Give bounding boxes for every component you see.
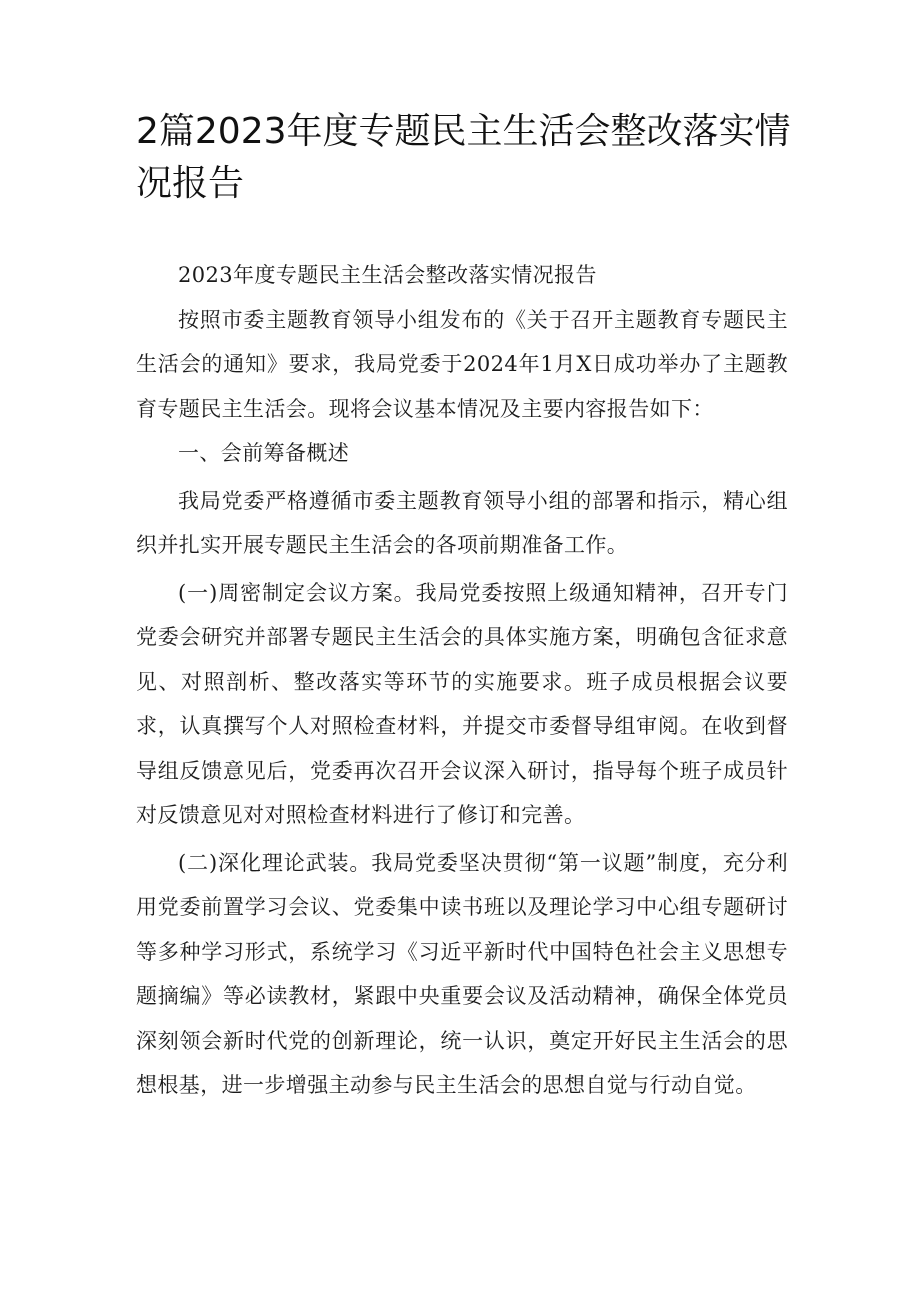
document-title: 2篇2023年度专题民主生活会整改落实情况报告 — [136, 111, 791, 204]
subsection-2-paragraph: (二)深化理论武装。我局党委坚决贯彻“第一议题”制度，充分利用党委前置学习会议、党委集中读书班以及理论学习中心组专题研讨等多种学习形式，系统学习《习近平新时代中国特色社会主义思想专题摘编》等必读教材，紧跟中央重要会议及活动精神，确保全体党员深刻领会新时代党的创新理论，统一认识，奠定开好民主生活会的思想根基，进一步增强主动参与民主生活会的思想自觉与行动自觉。 — [136, 850, 788, 1097]
section-1-paragraph: 我局党委严格遵循市委主题教育领导小组的部署和指示，精心组织并扎实开展专题民主生活会的各项前期准备工作。 — [136, 488, 788, 557]
report-subtitle: 2023年度专题民主生活会整改落实情况报告 — [178, 263, 597, 287]
subsection-1-paragraph: (一)周密制定会议方案。我局党委按照上级通知精神，召开专门党委会研究并部署专题民主生活会的具体实施方案，明确包含征求意见、对照剖析、整改落实等环节的实施要求。班子成员根据会议要求，认真撰写个人对照检查材料，并提交市委督导组审阅。在收到督导组反馈意见后，党委再次召开会议深入研讨，指导每个班子成员针对反馈意见对对照检查材料进行了修订和完善。 — [136, 580, 788, 827]
document-body — [136, 253, 788, 1111]
section-heading-1: 一、会前筹备概述 — [178, 441, 350, 465]
intro-paragraph: 按照市委主题教育领导小组发布的《关于召开主题教育专题民主生活会的通知》要求，我局党委于2024年1月X日成功举办了主题教育专题民主生活会。现将会议基本情况及主要内容报告如下： — [136, 307, 788, 421]
